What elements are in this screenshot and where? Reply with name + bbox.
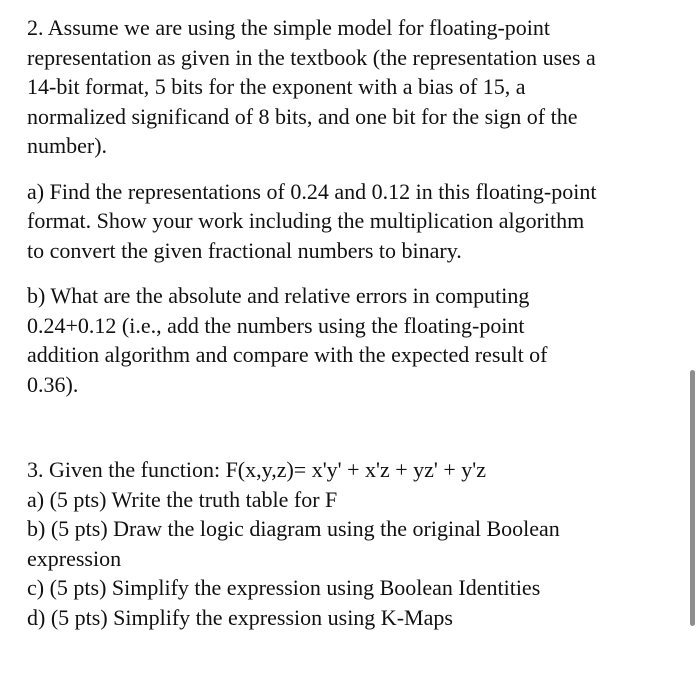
question-2-part-a (27, 177, 687, 266)
question-2-part-b (27, 281, 687, 399)
text-line: c) (5 pts) Simplify the expression using Boolean Identities (27, 575, 541, 600)
question-3 (27, 455, 687, 632)
document-body (27, 13, 687, 632)
text-line: b) (5 pts) Draw the logic diagram using the original Boolean (27, 516, 560, 541)
text-line: number). (27, 133, 108, 158)
text-line: format. Show your work including the multiplication algorithm (27, 208, 585, 233)
text-line: representation as given in the textbook (the representation uses a (27, 44, 596, 70)
text-line: 0.36). (27, 371, 79, 397)
text-line: expression (27, 545, 122, 571)
text-line: a) (5 pts) Write the truth table for F (27, 486, 338, 512)
text-line: d) (5 pts) Simplify the expression using K-Maps (27, 604, 453, 630)
text-line: a) Find the representations of 0.24 and 0.12 in this floating-point (27, 178, 597, 204)
scrollbar[interactable] (690, 370, 695, 626)
text-line: b) What are the absolute and relative errors in computing (27, 283, 530, 308)
text-line: 3. Given the function: F(x,y,z)= x'y' + x'z + yz' + y'z (27, 457, 487, 482)
text-line: normalized significand of 8 bits, and one bit for the sign of the (27, 103, 578, 129)
question-2-intro (27, 13, 687, 161)
text-line: 2. Assume we are using the simple model for floating-point (27, 15, 551, 40)
text-line: 14-bit format, 5 bits for the exponent with a bias of 15, a (27, 74, 526, 99)
text-line: addition algorithm and compare with the expected result of (27, 342, 548, 367)
text-line: 0.24+0.12 (i.e., add the numbers using the floating-point (27, 312, 525, 338)
text-line: to convert the given fractional numbers to binary. (27, 237, 462, 263)
